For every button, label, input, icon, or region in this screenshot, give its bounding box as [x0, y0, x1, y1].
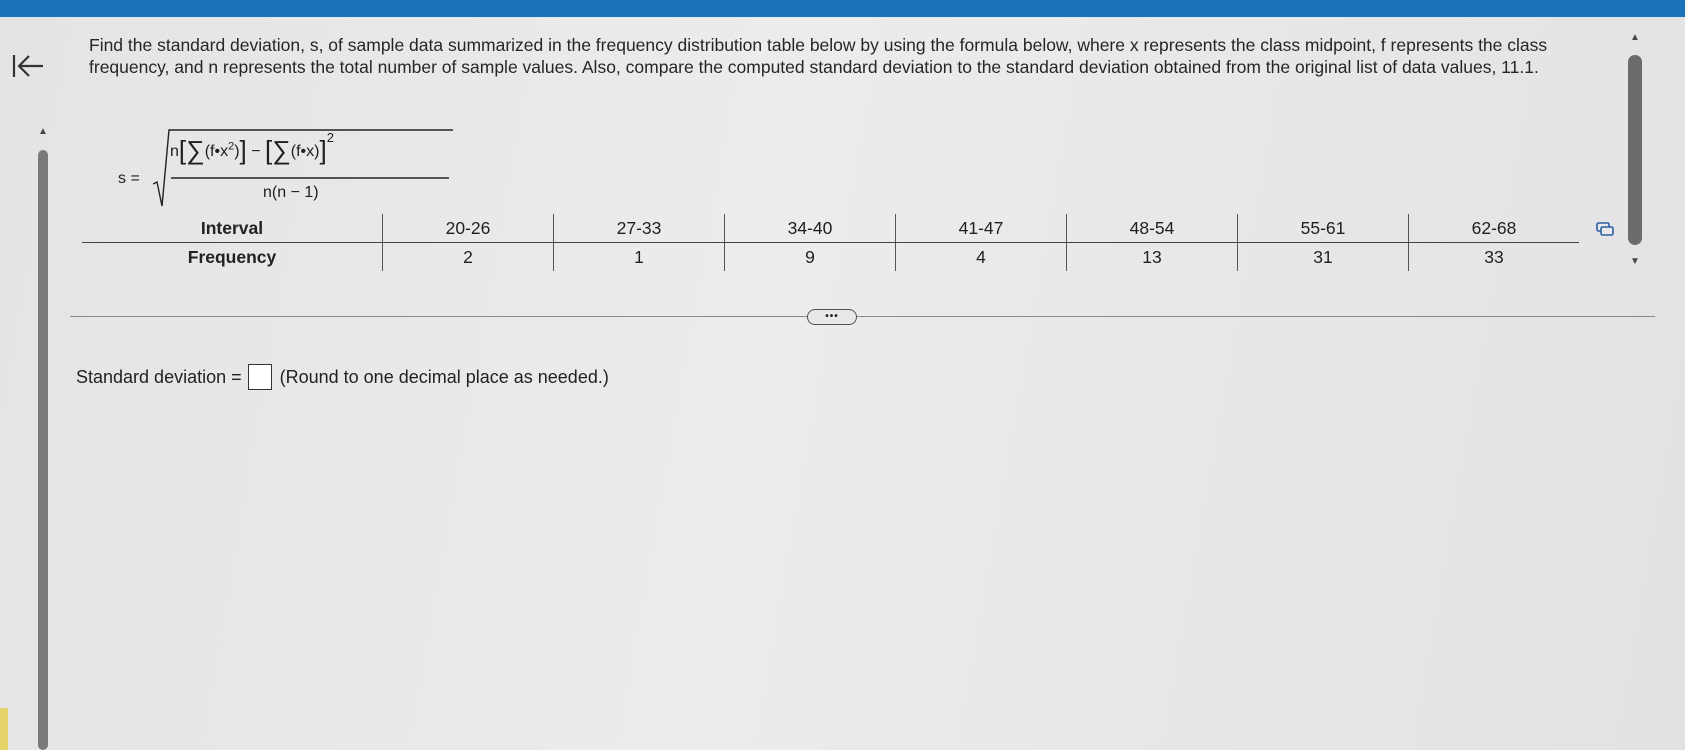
table-cell-frequency: 9	[725, 243, 896, 272]
back-to-start-icon	[11, 53, 45, 84]
table-cell-interval: 20-26	[383, 214, 554, 243]
table-row-intervals	[82, 214, 1579, 243]
table-row-frequencies	[82, 243, 1579, 272]
table-cell-frequency: 2	[383, 243, 554, 272]
table-cell-interval: 27-33	[554, 214, 725, 243]
right-scrollbar[interactable]	[1628, 55, 1642, 245]
table-header-interval: Interval	[82, 214, 383, 243]
answer-label: Standard deviation =	[76, 366, 242, 387]
formula-numerator: $n[\sum(f•x^2)]$ − [∑(f•x)]$^2$	[170, 130, 334, 165]
left-scroll-up-icon[interactable]: ▲	[38, 126, 48, 137]
answer-row	[76, 364, 609, 390]
standard-deviation-formula	[118, 126, 438, 206]
table-cell-interval: 55-61	[1238, 214, 1409, 243]
section-divider	[70, 316, 1655, 317]
left-scrollbar[interactable]	[38, 150, 48, 750]
table-cell-interval: 62-68	[1409, 214, 1580, 243]
question-text: Find the standard deviation, s, of sample data summarized in the frequency distribution table below by using the formula below, where x represents the class midpoint, f represents the class frequency, and n represents the total number of sample values. Also, compare the computed standard deviation to the standard deviation obtained from the original list of data values, 11.1.	[89, 35, 1548, 77]
back-to-start-button[interactable]	[8, 48, 48, 88]
table-cell-interval: 34-40	[725, 214, 896, 243]
table-cell-interval: 41-47	[896, 214, 1067, 243]
table-cell-frequency: 13	[1067, 243, 1238, 272]
table-header-frequency: Frequency	[187, 246, 277, 267]
formula-denominator: n(n − 1)	[263, 184, 319, 201]
frequency-table	[82, 214, 1579, 271]
table-cell-frequency: 1	[554, 243, 725, 272]
table-cell-interval: 48-54	[1067, 214, 1238, 243]
table-cell-frequency: 31	[1238, 243, 1409, 272]
table-cell-frequency: 33	[1409, 243, 1580, 272]
answer-hint: (Round to one decimal place as needed.)	[279, 366, 609, 387]
formula-lhs: s =	[118, 170, 140, 187]
scroll-up-icon[interactable]: ▲	[1630, 32, 1640, 43]
top-bar	[0, 0, 1685, 17]
left-edge-mark	[0, 708, 8, 750]
table-cell-frequency: 4	[896, 243, 1067, 272]
copy-table-icon[interactable]	[1596, 222, 1614, 241]
standard-deviation-input[interactable]	[248, 364, 272, 390]
expand-button[interactable]: •••	[807, 309, 857, 325]
scroll-down-icon[interactable]: ▼	[1630, 256, 1640, 267]
